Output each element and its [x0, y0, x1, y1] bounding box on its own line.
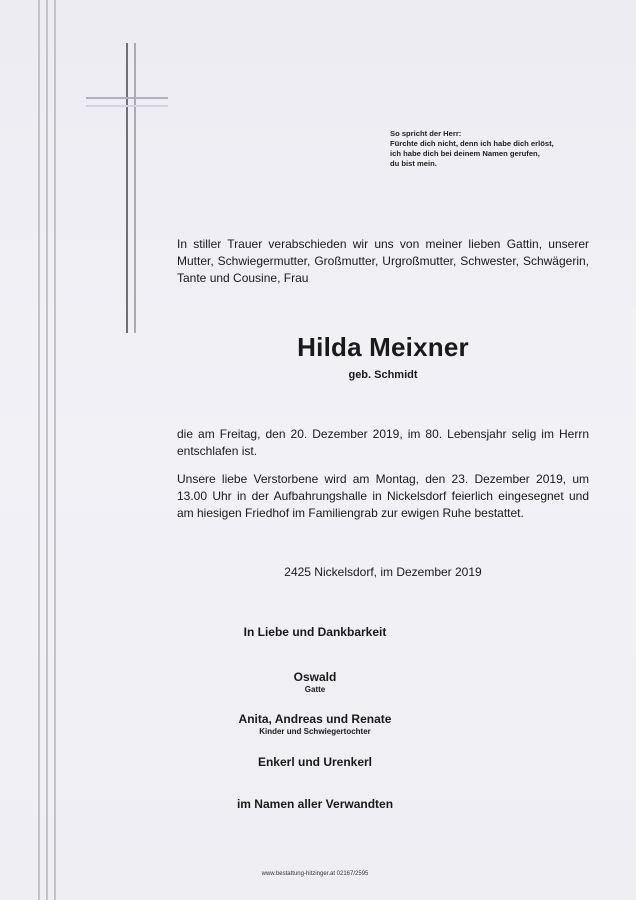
intro-text: In stiller Trauer verabschieden wir uns von meiner lieben Gattin, unserer Mutter, Schwiegermutter, Großmutter, Urgroßmutter, Schwester, Schwägerin, Tante und Cousine, Frau	[177, 237, 589, 285]
verse-line: So spricht der Herr:	[390, 129, 462, 138]
mourner-relation: Gatte	[304, 685, 326, 694]
cross-icon	[86, 43, 168, 333]
mourner-name: Anita, Andreas und Renate	[238, 712, 392, 726]
verse-line: Fürchte dich nicht, denn ich habe dich erlöst,	[390, 139, 554, 148]
bible-verse	[390, 129, 600, 169]
deceased-name: Hilda Meixner	[297, 332, 469, 362]
funeral-notice: Unsere liebe Verstorbene wird am Montag, den 23. Dezember 2019, um 13.00 Uhr in der Aufbahrungshalle in Nickelsdorf feierlich eingesegnet und am hiesigen Friedhof im Familiengrab zur ewigen Ruhe bestattet.	[177, 472, 589, 520]
mourner-name: im Namen aller Verwandten	[236, 797, 394, 811]
closing-phrase: In Liebe und Dankbarkeit	[243, 625, 387, 639]
verse-line: du bist mein.	[390, 159, 437, 168]
mourner-relation: Kinder und Schwiegertochter	[259, 727, 371, 736]
mourner-name: Oswald	[293, 670, 337, 684]
place-date: 2425 Nickelsdorf, im Dezember 2019	[284, 565, 482, 579]
verse-line: ich habe dich bei deinem Namen gerufen,	[390, 149, 540, 158]
footer-contact: www.bestattung-hitzinger.at 02167/2595	[261, 871, 369, 877]
mourner-name: Enkerl und Urenkerl	[257, 755, 373, 769]
maiden-name: geb. Schmidt	[348, 369, 418, 381]
death-notice: die am Freitag, den 20. Dezember 2019, im 80. Lebensjahr selig im Herrn entschlafen ist.	[177, 427, 589, 458]
